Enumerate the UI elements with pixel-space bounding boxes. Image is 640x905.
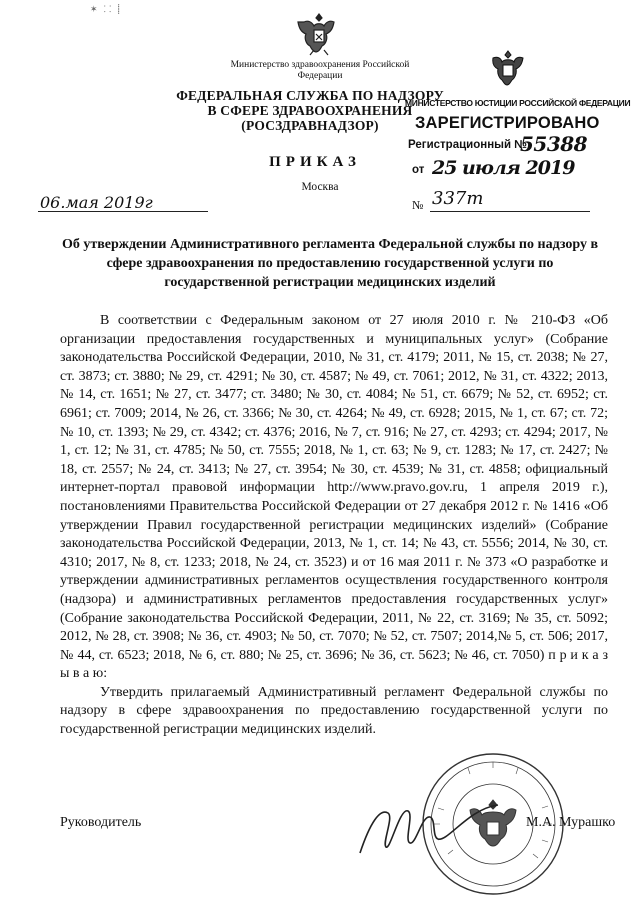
signatory-position: Руководитель — [60, 815, 142, 830]
number-underline — [430, 211, 590, 212]
registration-number: 55388 — [520, 132, 588, 156]
coat-of-arms-icon — [296, 10, 342, 58]
service-line-1: ФЕДЕРАЛЬНАЯ СЛУЖБА ПО НАДЗОРУ — [176, 88, 444, 103]
service-line-3: (РОСЗДРАВНАДЗОР) — [241, 118, 379, 133]
body-paragraph-1: В соответствии с Федеральным законом от 27 июля 2010 г. № 210-ФЗ «Об организации предоставления государственных и муниципальных услуг» (Собрание законодательства Российской Федерации, 2010, № 31, ст. 4179; 2011, № 15, ст. 2038; № 27, ст. 3873; ст. 3880; № 29, ст. 4291; № 30, ст. 4587; № 49, ст. 7061; 2012, № 31, ст. 4322; 2013, № 14, ст. 1651; № 27, ст. 3477; ст. 3480; № 30, ст. 4084; № 51, ст. 6679; № 52, ст. 6952; ст. 6961; ст. 7009; 2014, № 26, ст. 3366; № 30, ст. 4264; № 49, ст. 6928; 2015, № 1, ст. 67; ст. 72; № 10, ст. 1393; № 29, ст. 4342; ст. 4376; 2016, № 7, ст. 916; № 27, ст. 4293; ст. 4294; 2017, № 1, ст. 12; № 31, ст. 4785; № 50, ст. 7555; 2018, № 1, ст. 63; № 9, ст. 1283; № 17, ст. 2427; № 18, ст. 2557; № 24, ст. 3413; № 27, ст. 3954; № 30, ст. 4539; № 31, ст. 4858; официальный интернет-портал правовой информации http://www.pravo.gov.ru, 1 апреля 2019 г.), постановлениями Правительства Российской Федерации от 27 декабря 2012 г. № 1416 «Об утверждении Правил государственной регистрации медицинских изделий» (Собрание законодательства Российской Федерации, 2013, № 1, ст. 14; № 43, ст. 5556; 2014, № 30, ст. 4310; 2017, № 8, ст. 1233; 2018, № 24, ст. 3523) и от 16 мая 2011 г. № 373 «О разработке и утверждении административных регламентов осуществления государственного контроля (надзора) и административных регламентов предоставления государственных услуг» (Собрание законодательства Российской Федерации, 2011, № 22, ст. 3169; № 35, ст. 5092; 2012, № 28, ст. 3908; № 36, ст. 4903; № 50, ст. 7070; № 52, ст. 7507; 2014,№ 5, ст. 506; 2017, № 44, ст. 6523; 2018, № 6, ст. 880; № 25, ст. 3696; № 36, ст. 5623; № 46, ст. 7050) п р и к а з ы в а ю: — [60, 313, 608, 682]
signatory-name: М.А. Мурашко — [526, 815, 616, 830]
registration-number-label: Регистрационный № — [408, 139, 528, 151]
order-number: 337т — [432, 188, 484, 209]
registration-date-label: от — [412, 164, 425, 176]
registration-title: ЗАРЕГИСТРИРОВАНО — [415, 114, 600, 132]
city: Москва — [301, 181, 339, 193]
document-title: Об утверждении Административного регламента Федеральной службы по надзору в сфере здравоохранения по предоставлению государственной услуги по государственной регистрации медицинских изделий — [61, 237, 599, 290]
ministry-name: Министерство здравоохранения Российской Федерации — [230, 60, 410, 81]
registration-date: 25 июля 2019 — [432, 157, 575, 179]
service-line-2: В СФЕРЕ ЗДРАВООХРАНЕНИЯ — [207, 103, 413, 118]
order-number-label: № — [412, 198, 424, 212]
body-paragraph-2: Утвердить прилагаемый Административный регламент Федеральной службы по надзору в сфере здравоохранения по предоставлению государственной услуги по государственной регистрации медицинских изделий. — [60, 684, 608, 738]
document-type: ПРИКАЗ — [269, 154, 361, 170]
signature-icon — [350, 793, 520, 863]
scan-marks: ✶ ⸬ ⸽ — [90, 4, 122, 14]
order-date: 06.мая 2019г — [40, 193, 153, 212]
date-underline — [38, 211, 208, 212]
document-body — [60, 312, 608, 740]
stamp-emblem-icon — [488, 48, 528, 90]
registration-ministry: МИНИСТЕРСТВО ЮСТИЦИИ РОССИЙСКОЙ ФЕДЕРАЦИИ — [405, 98, 631, 108]
